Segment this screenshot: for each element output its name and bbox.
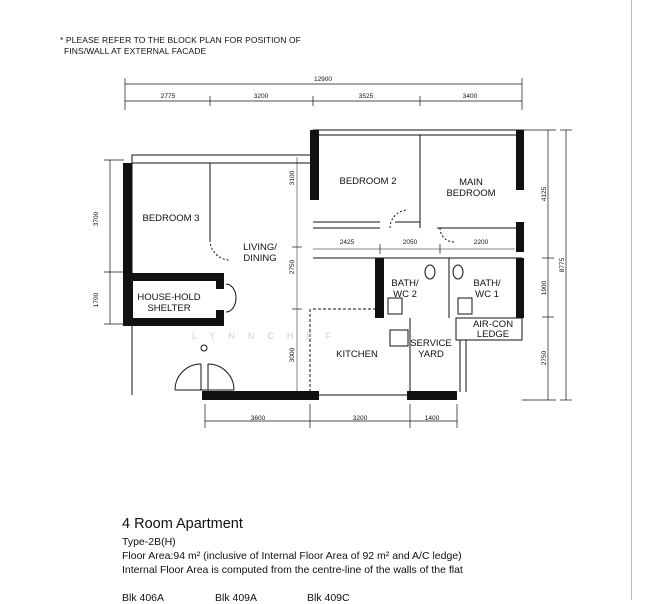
block-label-2: Blk 409A <box>215 592 258 604</box>
dim-bottom-3: 1400 <box>424 415 440 422</box>
room-bedroom-3: BEDROOM 3 <box>142 213 200 224</box>
apartment-title: 4 Room Apartment <box>122 516 243 532</box>
room-bedroom-2: BEDROOM 2 <box>339 176 397 187</box>
block-label-1: Blk 406A <box>122 592 165 604</box>
room-kitchen: KITCHEN <box>336 349 378 360</box>
facade-note-line-1: * PLEASE REFER TO THE BLOCK PLAN FOR POSITION OF <box>60 35 301 45</box>
dim-living-height: 2750 <box>289 259 296 275</box>
dim-top-2: 3200 <box>253 93 269 100</box>
facade-note-line-2: FINS/WALL AT EXTERNAL FACADE <box>64 46 207 56</box>
dim-left-1: 3700 <box>93 211 100 227</box>
room-shelter-2: SHELTER <box>147 303 191 314</box>
apartment-type: Type-2B(H) <box>122 536 176 548</box>
dim-overall-width: 12900 <box>313 76 333 83</box>
dim-bottom-2: 3200 <box>352 415 368 422</box>
dim-bedroom2-height: 3100 <box>289 170 296 186</box>
dim-row-2: 2050 <box>402 239 418 246</box>
dim-bottom-1: 3600 <box>250 415 266 422</box>
room-aircon-1: AIR-CON <box>472 319 514 330</box>
floor-area: Floor Area:94 m² (inclusive of Internal Floor Area of 92 m² and A/C ledge) <box>122 550 462 562</box>
room-service-2: YARD <box>418 349 444 360</box>
room-main-bedroom-2: BEDROOM <box>446 188 496 199</box>
dim-right-inner-2: 1900 <box>541 280 548 296</box>
dim-right-outer: 8775 <box>559 257 566 273</box>
thin-walls <box>132 130 522 395</box>
room-living-2: DINING <box>243 253 277 264</box>
room-bath-2-2: WC 2 <box>393 289 417 300</box>
room-bath-1-2: WC 1 <box>475 289 499 300</box>
room-living-1: LIVING/ <box>243 242 277 253</box>
dim-top-1: 2775 <box>160 93 176 100</box>
dim-top-4: 3400 <box>462 93 478 100</box>
structural-walls <box>123 130 524 400</box>
room-main-bedroom-1: MAIN <box>459 177 483 188</box>
dim-right-inner-1: 4125 <box>541 186 548 202</box>
room-service-1: SERVICE <box>410 338 452 349</box>
internal-area-note: Internal Floor Area is computed from the centre-line of the walls of the flat <box>122 564 463 576</box>
room-aircon-2: LEDGE <box>476 329 510 340</box>
dim-kitchen-height: 3000 <box>289 347 296 363</box>
dim-row-3: 2200 <box>473 239 489 246</box>
room-bath-1-1: BATH/ <box>473 278 501 289</box>
dim-right-inner-3: 2750 <box>541 350 548 366</box>
room-shelter-1: HOUSE-HOLD <box>137 292 201 303</box>
apartment-info <box>122 516 463 577</box>
room-bath-2-1: BATH/ <box>391 278 419 289</box>
dim-top-3: 3525 <box>358 93 374 100</box>
dim-row-1: 2425 <box>339 239 355 246</box>
watermark: LYNNCHEF <box>192 331 344 341</box>
block-label-3: Blk 409C <box>307 592 350 604</box>
dim-left-2: 1700 <box>93 292 100 308</box>
